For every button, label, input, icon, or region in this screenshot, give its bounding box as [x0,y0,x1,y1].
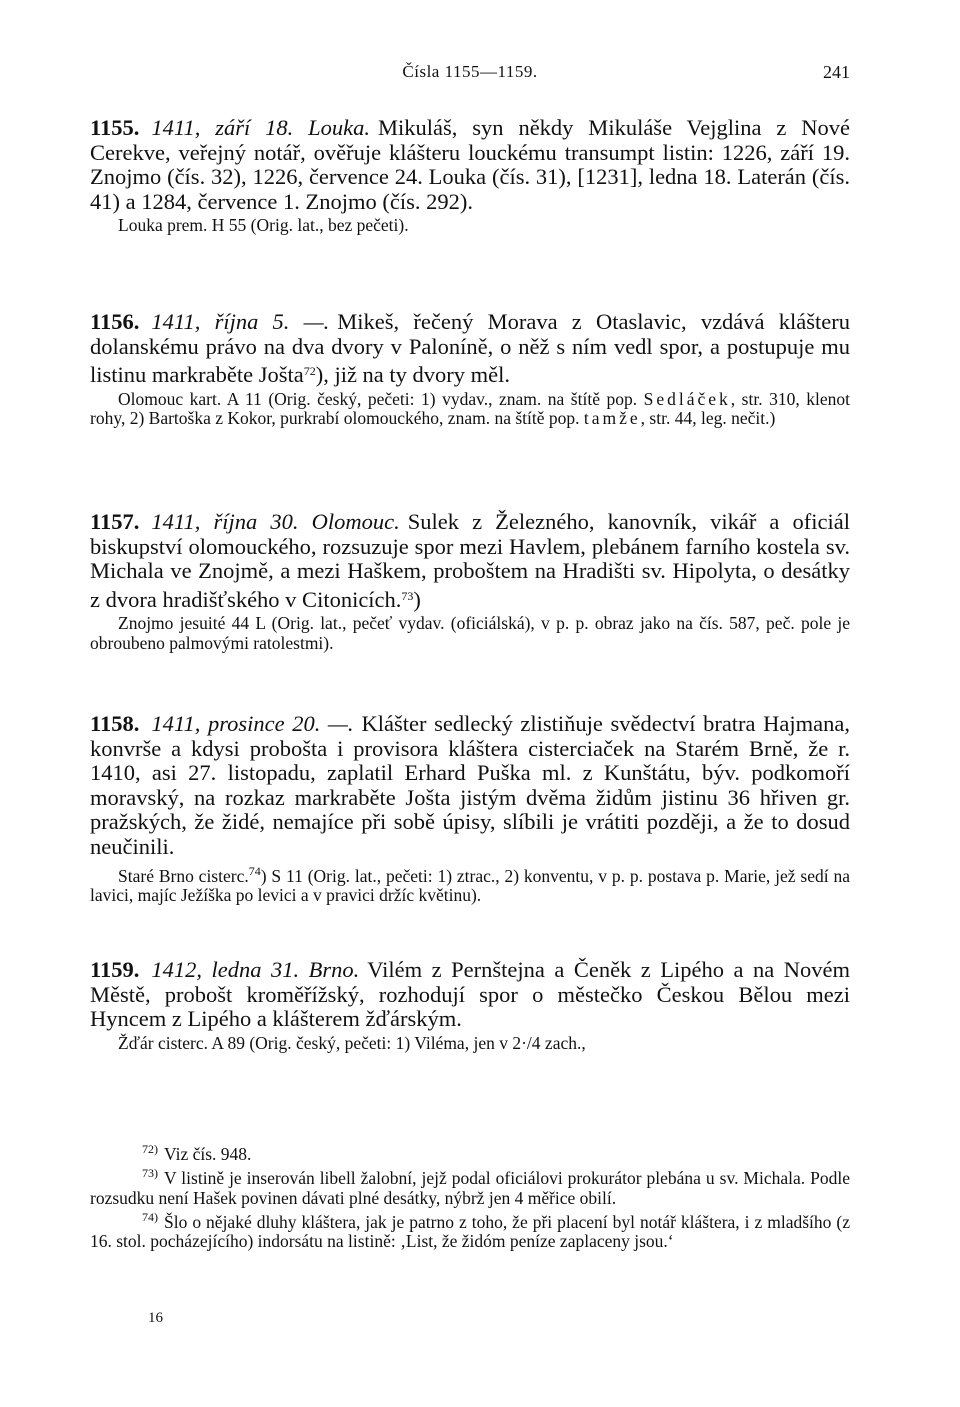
spaced-name: Sedláček [643,388,731,409]
entry-body-end: ), již na ty dvory měl. [315,362,511,388]
footnote [90,1208,850,1252]
entry-note [90,862,850,905]
running-title: Čísla 1155—1159. [402,62,538,81]
footnote-text: Viz čís. 948. [164,1144,252,1164]
signature-mark: 16 [148,1310,163,1326]
entry-body: Vilém z Pernštejna a Čeněk z Lipého a na Novém Městě, probošt kroměřížský, rozhodují spor o městečko Českou Bělou mezi Hyncem z Lipého a klášterem žďárským. [90,957,850,1032]
entry-text [90,510,850,612]
note-part: , str. 310, klenot rohy, 2) Bartoška z Kokor, purkrabí olomouckého, znam. na štítě pop. [90,388,850,428]
entry-body: Sulek z Železného, kanovník, vikář a oficiál biskupství olomouckého, rozsuzuje spor mezi Havlem, plebánem farního kostela sv. Michala ve Znojmě, a mezi Haškem, proboštem na Hradišti sv. Hipolyta, o desátky z dvora hradišťského v Citonicích. [90,509,851,612]
note-part: Olomouc kart. A 11 (Orig. český, pečeti: 1) vydav., znam. na štítě pop. [118,388,638,409]
entry-date: 1411, října 30. Olomouc. [151,509,400,534]
footnote [90,1140,850,1164]
entry-note: Louka prem. H 55 (Orig. lat., bez pečeti). [118,215,409,236]
footnote-mark: 73) [142,1166,158,1181]
entry-number: 1157. [90,509,140,534]
entry-1158 [90,712,850,905]
entry-date: 1412, ledna 31. Brno. [151,957,360,982]
entry-body-end: ) [413,586,421,612]
entry-text [90,116,850,214]
entry-body: Mikuláš, syn někdy Mikuláše Vejglina z Nové Cerekve, veřejný notář, ověřuje klášteru louckému transumpt listin: 1226, září 19. Znojmo (čís. 32), 1226, července 24. Louka (čís. 31), [1231], ledna 18. Laterán (čís. 41) a 1284, července 1. Znojmo (čís. 292). [90,115,851,214]
note-part: , str. 44, leg. nečit.) [640,407,776,428]
entry-number: 1155. [90,115,140,140]
spaced-name: tamže [583,407,641,428]
entry-date: 1411, září 18. Louka. [151,115,371,140]
entry-number: 1159. [90,957,140,982]
entry-note: Znojmo jesuité 44 L (Orig. lat., pečeť vydav. (oficiálská), v p. p. obraz jako na čís. 587, peč. pole je obroubeno palmovými ratolestmi). [90,613,850,653]
running-head [90,62,850,86]
footnote [90,1164,850,1208]
entry-number: 1158. [90,711,140,736]
entry-text [90,712,850,860]
footnote-text: Šlo o nějaké dluhy kláštera, jak je patrno z toho, že při placení byl notář kláštera, i z mladšího (z 16. stol. pocházejícího) indorsátu na listině: ‚List, že židóm peníze zaplaceny jsou.‘ [90,1211,850,1252]
entry-date: 1411, října 5. —. [151,309,330,334]
note-part: Staré Brno cisterc. [118,865,249,886]
entry-body: Mikeš, řečený Morava z Otaslavic, vzdává klášteru dolanskému právo na dva dvory v Paloníně, o něž s ním vedl spor, a postupuje mu listinu markraběte Jošta [90,309,850,388]
entry-date: 1411, prosince 20. —. [151,711,354,736]
note-part: zach., [540,1032,586,1053]
entry-text [90,958,850,1032]
entry-1155 [90,116,850,236]
footnote-text: V listině je inserován libell žalobní, jejž podal oficiálovi prokurátor plebána u sv. Michala. Podle rozsudku není Hašek povinen dávati plné desátky, nýbrž jen 4 měřice obilí. [90,1168,850,1208]
footnote-ref: 73 [401,588,414,603]
entry-note [90,390,850,428]
entry-1159 [90,958,850,1053]
entry-text [90,310,850,388]
entry-note [90,1034,850,1053]
fraction: 2·/4 [512,1032,541,1053]
entry-number: 1156. [90,309,140,334]
footnote-mark: 72) [142,1142,158,1156]
footnote-ref: 74 [248,863,261,878]
note-part: ) S 11 (Orig. lat., pečeti: 1) ztrac., 2) konventu, v p. p. postava p. Marie, jež sedí na lavici, majíc Ježíška po levici a v pravici držíc květinu). [90,865,850,905]
entry-body: Klášter sedlecký zlistiňuje svědectví bratra Hajmana, konvrše a kdysi probošta i provisora kláštera cisterciaček na Starém Brně, že r. 1410, asi 27. listopadu, zaplatil Erhard Puška ml. z Kunštátu, býv. podkomoří moravský, na rozkaz markraběte Jošta jistým dvěma židům jistinu 36 hřiven gr. pražských, že židé, nemajíce při sobě úpisy, slíbili je vrátiti později, a že to dosud neučinili. [90,711,850,859]
entry-1157 [90,510,850,653]
note-part: Žďár cisterc. A 89 (Orig. český, pečeti: 1) Viléma, jen v [118,1032,513,1053]
footnote-mark: 74) [142,1209,158,1224]
entry-1156 [90,310,850,428]
footnotes [90,1140,850,1251]
footnote-ref: 72 [303,364,316,379]
page-number: 241 [823,62,850,82]
